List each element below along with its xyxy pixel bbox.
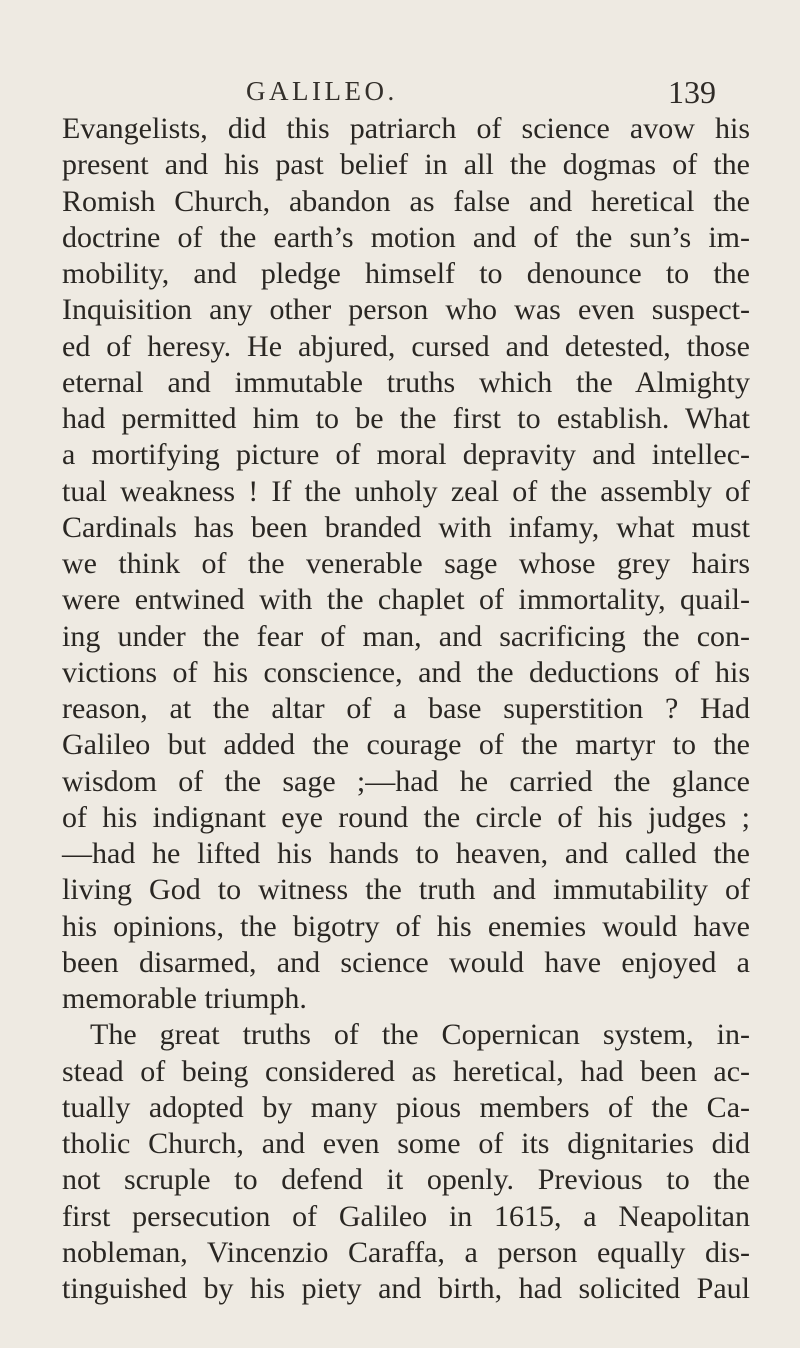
text-line: not scruple to defend it openly. Previous to the: [62, 1163, 750, 1197]
text-line: present and his past belief in all the dogmas of the: [62, 148, 750, 182]
text-line: ing under the fear of man, and sacrificing the con-: [62, 619, 750, 653]
text-line: tholic Church, and even some of its dignitaries did: [62, 1127, 750, 1160]
text-line: first persecution of Galileo in 1615, a Neapolitan: [62, 1199, 750, 1233]
text-line: reason, at the altar of a base superstition ? Had: [62, 692, 750, 725]
text-line: Inquisition any other person who was even suspect-: [62, 293, 750, 327]
text-line: stead of being considered as heretical, had been ac-: [62, 1054, 750, 1088]
text-line: a mortifying picture of moral depravity and intellec-: [62, 438, 750, 472]
paragraph-2: [62, 1017, 750, 1307]
body-text: [62, 111, 750, 1307]
text-line: were entwined with the chaplet of immortality, quail-: [62, 583, 750, 617]
text-line: Evangelists, did this patriarch of science avow his: [62, 112, 750, 145]
text-line: —had he lifted his hands to heaven, and called the: [62, 837, 750, 870]
text-line: his opinions, the bigotry of his enemies would have: [62, 909, 750, 943]
text-line: tually adopted by many pious members of the Ca-: [62, 1090, 750, 1124]
text-line: eternal and immutable truths which the Almighty: [62, 365, 750, 399]
text-line: Cardinals has been branded with infamy, what must: [62, 510, 750, 544]
paragraph-1: [62, 111, 750, 1017]
text-line: memorable triumph.: [62, 982, 307, 1015]
running-title: GALILEO.: [246, 76, 398, 106]
text-line: nobleman, Vincenzio Caraffa, a person equally dis-: [62, 1235, 750, 1269]
text-line: had permitted him to be the first to establish. What: [62, 402, 750, 435]
text-line: ed of heresy. He abjured, cursed and detested, those: [62, 329, 750, 363]
text-line: been disarmed, and science would have enjoyed a: [62, 945, 750, 979]
text-line: Galileo but added the courage of the martyr to the: [62, 728, 750, 762]
text-line: of his indignant eye round the circle of his judges ;: [62, 800, 750, 834]
text-line: living God to witness the truth and immutability of: [62, 873, 750, 907]
text-line: doctrine of the earth’s motion and of the sun’s im-: [62, 220, 750, 254]
text-line: tinguished by his piety and birth, had solicited Paul: [62, 1272, 750, 1305]
text-line: Romish Church, abandon as false and heretical the: [62, 184, 750, 218]
text-line: The great truths of the Copernican system, in-: [90, 1018, 750, 1052]
text-line: victions of his conscience, and the deductions of his: [62, 655, 750, 689]
running-header: [0, 76, 800, 116]
text-line: we think of the venerable sage whose grey hairs: [62, 547, 750, 580]
text-line: tual weakness ! If the unholy zeal of the assembly of: [62, 474, 750, 508]
page-number: 139: [668, 74, 716, 110]
text-line: mobility, and pledge himself to denounce to the: [62, 257, 750, 290]
text-line: wisdom of the sage ;—had he carried the glance: [62, 764, 750, 798]
